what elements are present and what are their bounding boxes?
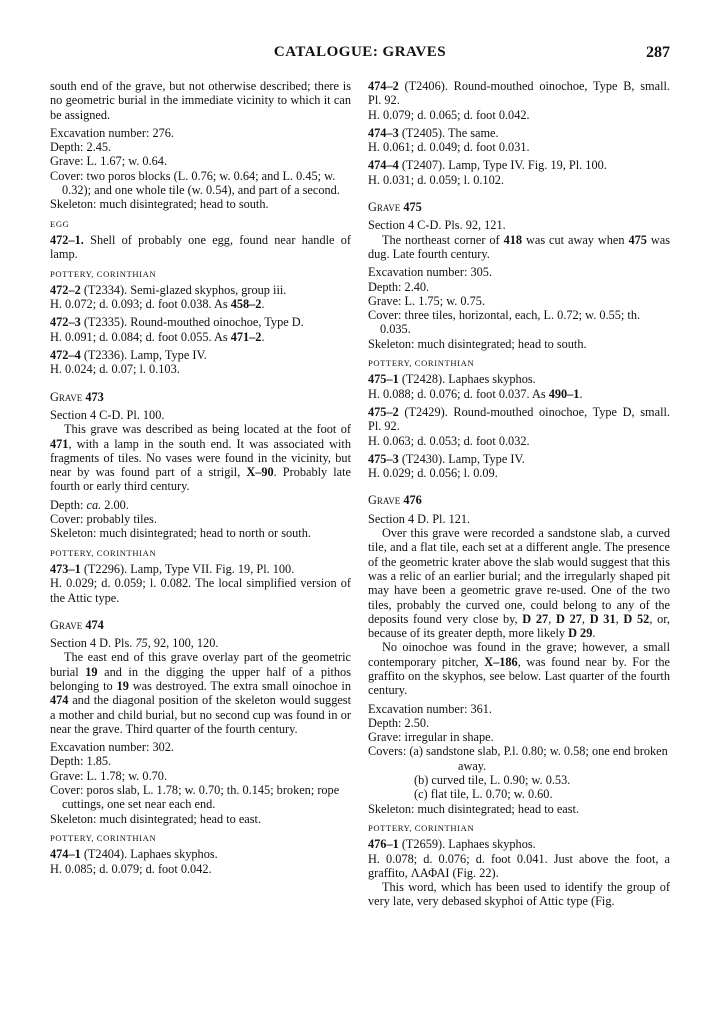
grave-heading: Grave 475 [368, 200, 422, 215]
entry-number: 474–1 [50, 847, 81, 862]
depth: Depth: ca. 2.00. [50, 497, 129, 512]
left-column [50, 79, 351, 876]
category-label: POTTERY, CORINTHIAN [50, 268, 157, 279]
cover: Cover: three tiles, horizontal, each, L. 0.72; w. 0.55; th. 0.035. [368, 308, 641, 337]
section-line: Section 4 C-D. Pls. 92, 121. [368, 218, 506, 233]
grave-description: Over this grave were recorded a sandstone slab, a curved tile, and a flat tile, each set at a different angle. The presence of the geometric krater above the slab would suggest that this was a relic of an earlier burial; and the irregularly shaped pit may have been a geometric grave re-used. One of the two tiles, probably the curved one, could belong to any of the deposits found very close by, D 27, D 27, D 31, D 52, or, because of its greater depth, more likely D 29. [368, 526, 670, 641]
skeleton: Skeleton: much disintegrated; head to east. [50, 811, 262, 826]
catalogue-entry: 475–2 (T2429). Round-mouthed oinochoe, Type D, small. Pl. 92. [368, 404, 670, 434]
grave-dimensions: Grave: L. 1.67; w. 0.64. [50, 154, 168, 169]
entry-number: 475–3 [368, 451, 399, 466]
catalogue-entry: 475–1 (T2428). Laphaes skyphos. [368, 372, 536, 387]
entry-dimensions: H. 0.088; d. 0.076; d. foot 0.037. As 490–1. [368, 386, 583, 401]
entry-number: 472–3 [50, 315, 81, 330]
grave-476-details [368, 702, 670, 816]
page-number: 287 [646, 44, 670, 61]
grave-heading: Grave 473 [50, 389, 104, 404]
section-line: Section 4 D. Pl. 121. [368, 511, 471, 526]
running-title: CATALOGUE: GRAVES [273, 44, 447, 60]
catalogue-entry: 474–3 (T2405). The same. [368, 125, 499, 140]
entry-number: 472–4 [50, 348, 81, 363]
catalogue-entry: 472–2 (T2334). Semi-glazed skyphos, group iii. [50, 282, 287, 297]
grave-description: No oinochoe was found in the grave; however, a small contemporary pitcher, X–186, was found near by. For the graffito on the skyphos, see below. Last quarter of the fourth century. [368, 640, 670, 698]
category-label: POTTERY, CORINTHIAN [50, 832, 157, 843]
entry-number: 474–2 [368, 79, 399, 93]
page-header [50, 44, 670, 68]
depth: Depth: 2.40. [368, 279, 430, 294]
category-label: POTTERY, CORINTHIAN [368, 358, 475, 369]
grave-description: The northeast corner of 418 was cut away when 475 was dug. Late fourth century. [368, 232, 670, 261]
entry-number: 474–4 [368, 158, 399, 173]
catalogue-entry: 472–1. Shell of probably one egg, found near handle of lamp. [50, 232, 351, 262]
catalogue-entry: 474–1 (T2404). Laphaes skyphos. [50, 847, 218, 862]
excavation-number: Excavation number: 302. [50, 740, 174, 755]
depth: Depth: 1.85. [50, 754, 112, 769]
catalogue-entry: 476–1 (T2659). Laphaes skyphos. [368, 837, 536, 852]
grave-dimensions: Grave: irregular in shape. [368, 730, 494, 745]
grave-heading: Grave 474 [50, 617, 104, 632]
entry-dimensions: H. 0.029; d. 0.056; l. 0.09. [368, 466, 498, 481]
grave-473-details [50, 498, 351, 541]
skeleton: Skeleton: much disintegrated; head to north or south. [50, 526, 311, 541]
entry-dimensions: H. 0.091; d. 0.084; d. foot 0.055. As 471–2. [50, 329, 265, 344]
entry-dimensions: H. 0.078; d. 0.076; d. foot 0.041. Just above the foot, a graffito, ΛΑΦΑΙ (Fig. 22). [368, 851, 670, 880]
entry-dimensions: H. 0.024; d. 0.07; l. 0.103. [50, 362, 180, 377]
cover: (b) curved tile, L. 0.90; w. 0.53. [414, 773, 571, 788]
catalogue-entry: 474–2 (T2406). Round-mouthed oinochoe, Type B, small. Pl. 92. [368, 79, 670, 108]
excavation-number: Excavation number: 276. [50, 125, 174, 140]
grave-description: This grave was described as being located at the foot of 471, with a lamp in the south end. It was associated with fragments of tiles. No vases were found in the vicinity, but near by was found part of a strigil, X–90. Probably late fourth or early third century. [50, 422, 351, 494]
entry-dimensions: H. 0.079; d. 0.065; d. foot 0.042. [368, 107, 530, 122]
entry-note: This word, which has been used to identify the group of very late, very debased skyphoi of Attic type (Fig. [368, 880, 670, 909]
category-label: POTTERY, CORINTHIAN [368, 822, 475, 833]
excavation-number: Excavation number: 305. [368, 265, 492, 280]
category-label: EGG [50, 218, 70, 229]
cover: Cover: two poros blocks (L. 0.76; w. 0.64; and L. 0.45; w. 0.32); and one whole tile (w. 0.54), and part of a second. [50, 168, 340, 198]
entry-dimensions: H. 0.063; d. 0.053; d. foot 0.032. [368, 433, 530, 448]
cover: Cover: poros slab, L. 1.78; w. 0.70; th. 0.145; broken; rope cuttings, one set near each end. [50, 783, 340, 812]
grave-472-details [50, 126, 351, 212]
cover: Cover: probably tiles. [50, 512, 157, 527]
section-line: Section 4 D. Pls. 75, 92, 100, 120. [50, 636, 219, 651]
grave-dimensions: Grave: L. 1.78; w. 0.70. [50, 768, 168, 783]
entry-number: 472–1. [50, 232, 84, 247]
entry-number: 475–2 [368, 404, 399, 419]
grave-heading: Grave 476 [368, 493, 422, 508]
skeleton: Skeleton: much disintegrated; head to south. [50, 197, 269, 212]
skeleton: Skeleton: much disintegrated; head to south. [368, 336, 587, 351]
grave-474-details [50, 740, 351, 826]
catalogue-entry: 472–3 (T2335). Round-mouthed oinochoe, Type D. [50, 315, 304, 330]
entry-dimensions: H. 0.061; d. 0.049; d. foot 0.031. [368, 140, 530, 155]
entry-number: 472–2 [50, 282, 81, 297]
depth: Depth: 2.45. [50, 140, 112, 155]
cover: (c) flat tile, L. 0.70; w. 0.60. [414, 787, 553, 802]
entry-dimensions: H. 0.072; d. 0.093; d. foot 0.038. As 458–2. [50, 297, 265, 312]
grave-475-details [368, 265, 670, 351]
catalogue-entry: 472–4 (T2336). Lamp, Type IV. [50, 348, 207, 363]
cover: Covers: (a) sandstone slab, P.l. 0.80; w. 0.58; one end broken away. [368, 744, 668, 773]
catalogue-entry: 473–1 (T2296). Lamp, Type VII. Fig. 19, Pl. 100. [50, 561, 295, 576]
category-label: POTTERY, CORINTHIAN [50, 547, 157, 558]
catalogue-entry: 475–3 (T2430). Lamp, Type IV. [368, 451, 525, 466]
skeleton: Skeleton: much disintegrated; head to east. [368, 801, 580, 816]
depth: Depth: 2.50. [368, 715, 430, 730]
entry-dimensions: H. 0.085; d. 0.079; d. foot 0.042. [50, 861, 212, 876]
right-column [368, 79, 670, 909]
entry-number: 473–1 [50, 561, 81, 576]
catalogue-entry: 474–4 (T2407). Lamp, Type IV. Fig. 19, Pl. 100. [368, 158, 607, 173]
grave-description: The east end of this grave overlay part of the geometric burial 19 and in the digging the upper half of a pithos belonging to 19 was destroyed. The extra small oinochoe in 474 and the diagonal position of the skeleton would suggest a mother and child burial, but no second cup was found in or near the grave. Third quarter of the fourth century. [50, 650, 351, 736]
entry-dimensions: H. 0.031; d. 0.059; l. 0.102. [368, 172, 504, 187]
entry-number: 474–3 [368, 125, 399, 140]
grave-dimensions: Grave: L. 1.75; w. 0.75. [368, 293, 486, 308]
entry-dimensions: H. 0.029; d. 0.059; l. 0.082. The local simplified version of the Attic type. [50, 576, 351, 605]
grave-472-continuation: south end of the grave, but not otherwise described; there is no geometric burial in the immediate vicinity to which it can be assigned. [50, 79, 351, 122]
entry-number: 475–1 [368, 372, 399, 387]
entry-number: 476–1 [368, 837, 399, 852]
section-line: Section 4 C-D. Pl. 100. [50, 407, 165, 422]
excavation-number: Excavation number: 361. [368, 701, 492, 716]
